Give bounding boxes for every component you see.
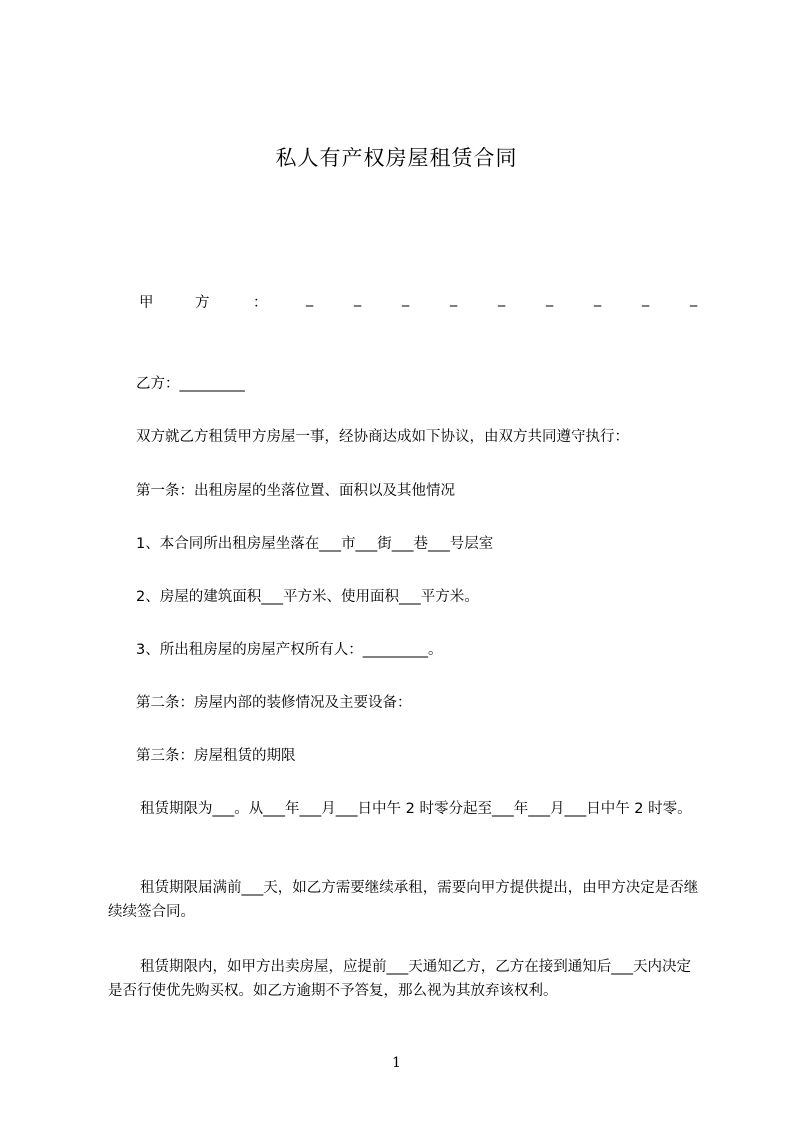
article-1-item-1: 1、本合同所出租房屋坐落在___市___街___巷___号层室 — [136, 536, 494, 552]
party-a-blank: _ — [642, 291, 650, 307]
party-a-blank: _ — [546, 291, 554, 307]
party-a-label-char: 方 — [195, 295, 210, 311]
party-a-blank: _ — [498, 291, 506, 307]
party-a-blank: _ — [690, 291, 698, 307]
article-2-heading: 第二条：房屋内部的装修情况及主要设备： — [136, 695, 412, 711]
intro-paragraph: 双方就乙方租赁甲方房屋一事，经协商达成如下协议，由双方共同遵守执行： — [136, 429, 629, 445]
article-3-paragraph-1: 租赁期限为___。从___年___月___日中午 2 时零分起至___年___月___日中午 2 时零。 — [140, 801, 692, 817]
article-1-item-2: 2、房屋的建筑面积___平方米、使用面积___平方米。 — [136, 589, 479, 605]
party-a-blank: _ — [450, 291, 458, 307]
article-1-item-3: 3、所出租房屋的房屋产权所有人：_________。 — [136, 642, 443, 658]
party-a-label-char: 甲 — [139, 295, 154, 311]
party-a-blank: _ — [306, 291, 314, 307]
article-3-paragraph-3: 租赁期限内，如甲方出卖房屋，应提前___天通知乙方，乙方在接到通知后___天内决定是否行使优先购买权。如乙方逾期不予答复，那么视为其放弃该权利。 — [108, 959, 691, 999]
article-1-heading: 第一条：出租房屋的坐落位置、面积以及其他情况 — [136, 483, 455, 499]
article-3-heading: 第三条：房屋租赁的期限 — [136, 748, 296, 764]
party-a-blank: _ — [594, 291, 602, 307]
document-title: 私人有产权房屋租赁合同 — [275, 146, 518, 170]
page-number: 1 — [392, 1055, 401, 1071]
party-b-line: 乙方：_________ — [136, 376, 245, 392]
article-3-paragraph-2: 租赁期限届满前___天，如乙方需要继续承租，需要向甲方提供提出，由甲方决定是否继续续签合同。 — [108, 880, 699, 920]
party-a-blank: _ — [354, 291, 362, 307]
party-a-line — [136, 291, 704, 315]
party-a-blank: _ — [402, 291, 410, 307]
party-a-colon: ： — [253, 295, 268, 311]
